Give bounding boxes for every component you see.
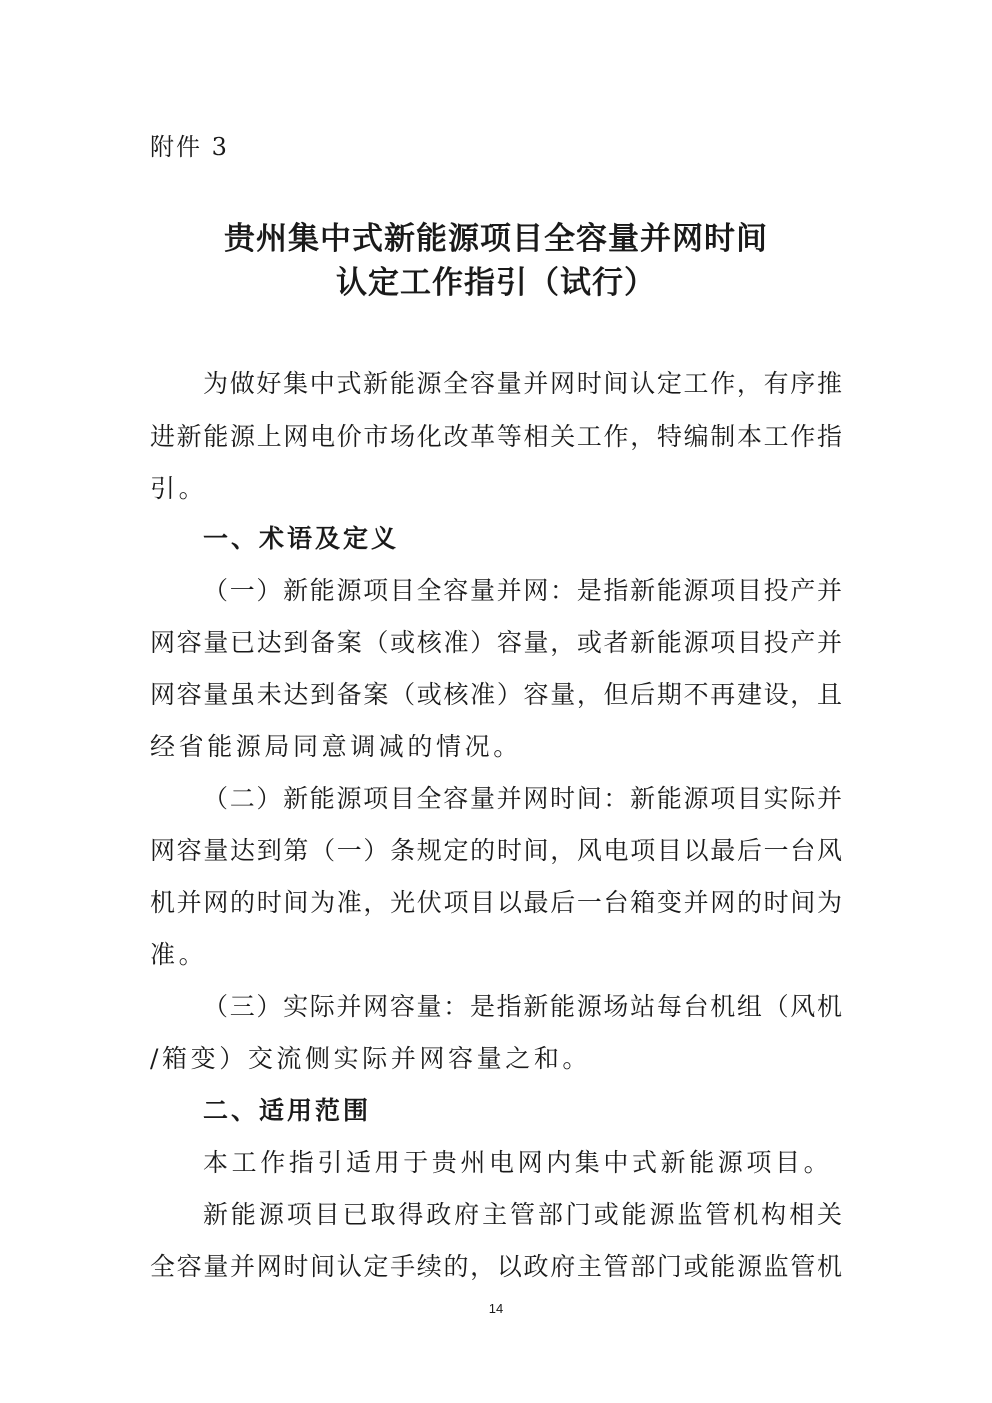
definition-3-line-1: （三）实际并网容量：是指新能源场站每台机组（风机 [203, 992, 842, 1021]
definition-1-line-4: 经省能源局同意调减的情况。 [150, 732, 522, 761]
scope-paragraph-1: 本工作指引适用于贵州电网内集中式新能源项目。 [203, 1148, 833, 1177]
page-number: 14 [488, 1301, 504, 1316]
intro-line-1: 为做好集中式新能源全容量并网时间认定工作，有序推 [203, 369, 842, 398]
document-title-line-2: 认定工作指引（试行） [336, 265, 656, 301]
definition-3-line-2: /箱变）交流侧实际并网容量之和。 [150, 1044, 592, 1073]
definition-2-line-3: 机并网的时间为准，光伏项目以最后一台箱变并网的时间为 [150, 888, 842, 917]
definition-1-line-1: （一）新能源项目全容量并网：是指新能源项目投产并 [203, 576, 842, 605]
definition-2-line-2: 网容量达到第（一）条规定的时间，风电项目以最后一台风 [150, 836, 842, 865]
definition-2-line-1: （二）新能源项目全容量并网时间：新能源项目实际并 [203, 784, 842, 813]
definition-2-line-4: 准。 [150, 940, 208, 969]
document-title-line-1: 贵州集中式新能源项目全容量并网时间 [224, 221, 768, 257]
intro-line-3: 引。 [150, 474, 208, 503]
scope-paragraph-2-line-1: 新能源项目已取得政府主管部门或能源监管机构相关 [203, 1200, 842, 1229]
attachment-label: 附件 3 [150, 133, 229, 161]
scope-paragraph-2-line-2: 全容量并网时间认定手续的，以政府主管部门或能源监管机 [150, 1252, 842, 1281]
intro-line-2: 进新能源上网电价市场化改革等相关工作，特编制本工作指 [150, 422, 842, 451]
section-1-heading: 一、术语及定义 [203, 524, 400, 553]
definition-1-line-2: 网容量已达到备案（或核准）容量，或者新能源项目投产并 [150, 628, 842, 657]
section-2-heading: 二、适用范围 [203, 1096, 372, 1125]
definition-1-line-3: 网容量虽未达到备案（或核准）容量，但后期不再建设，且 [150, 680, 842, 709]
